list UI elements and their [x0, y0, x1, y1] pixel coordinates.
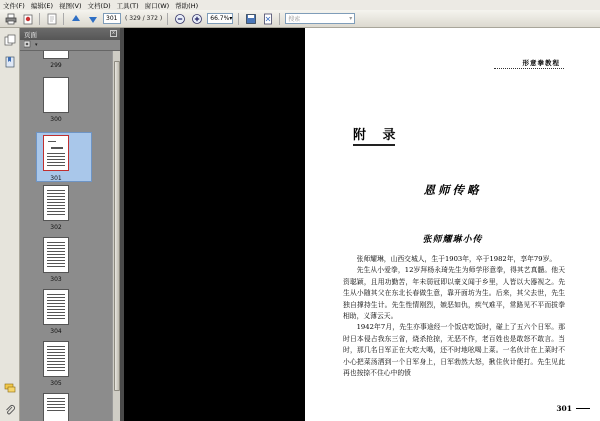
thumbnail-label: 300	[50, 116, 62, 123]
zoom-out-icon[interactable]	[173, 12, 186, 25]
footer-rule	[576, 408, 590, 409]
toolbar-separator	[63, 13, 64, 25]
select-page-icon[interactable]	[45, 12, 58, 25]
thumbnail-page[interactable]	[43, 51, 69, 59]
document-view[interactable]	[124, 28, 600, 421]
fit-page-icon[interactable]	[261, 12, 274, 25]
toolbar-separator	[238, 13, 239, 25]
menu-tools[interactable]: 工具(T)	[116, 1, 139, 10]
page-body	[343, 254, 565, 379]
menu-help[interactable]: 帮助(H)	[175, 1, 199, 10]
thumbnail-label: 302	[50, 224, 62, 231]
toolbar-separator	[39, 13, 40, 25]
close-icon[interactable]: x	[110, 30, 117, 37]
appendix-heading: 附 录	[353, 128, 402, 143]
options-icon[interactable]	[24, 40, 33, 50]
chapter-title: 恩师传略	[423, 183, 482, 197]
appendix-rule	[353, 144, 395, 146]
save-icon[interactable]	[244, 12, 257, 25]
print-icon[interactable]	[4, 12, 17, 25]
menu-view[interactable]: 视图(V)	[59, 1, 82, 10]
chevron-down-icon[interactable]: ▾	[349, 15, 353, 22]
page-footer	[556, 404, 590, 413]
previous-page-icon[interactable]	[69, 12, 82, 25]
panel-options	[20, 40, 120, 51]
thumbnail-label: 299	[50, 62, 62, 69]
toolbar	[0, 10, 600, 28]
thumbnail-label: 303	[50, 276, 62, 283]
zoom-select[interactable]	[207, 13, 233, 24]
navigation-strip	[0, 28, 20, 421]
menu-file[interactable]: 文件(F)	[3, 1, 25, 10]
thumbnail-page[interactable]	[43, 341, 69, 377]
zoom-in-icon[interactable]	[190, 12, 203, 25]
thumbnail-page[interactable]	[43, 135, 69, 171]
find-placeholder: 搜索	[288, 16, 301, 23]
page-number: 301	[556, 404, 572, 413]
paragraph: 先生从小爱拳，12岁拜杨永琦先生为师学形意拳，得其艺真髓。他天资聪颖，且用功勤苦，年未弱冠即以豪义闻于乡里，人皆以大器视之。先生从小随其父在东北长春做生意，靠开面坊为生。后来，其父去世，先生独自撑持生计。先生性情刚烈，嫉恶如仇，疾气难平，常路见不平而拔拳相助，义薄云天。	[343, 266, 565, 321]
bookmarks-panel-icon[interactable]	[4, 56, 16, 68]
menu-edit[interactable]: 编辑(E)	[30, 1, 53, 10]
running-head-rule	[494, 68, 564, 70]
thumbnail-page[interactable]	[43, 237, 69, 273]
menu-window[interactable]: 窗口(W)	[144, 1, 170, 10]
chevron-down-icon: ▾	[229, 15, 233, 22]
paragraph: 张师耀琳，山西交城人，生于1903年，卒于1982年，享年79岁。	[356, 255, 557, 263]
email-icon[interactable]	[21, 12, 34, 25]
thumbnail-page[interactable]	[43, 393, 69, 421]
thumbnail-label: 305	[50, 380, 62, 387]
chevron-down-icon[interactable]: ▾	[35, 42, 38, 48]
menu-bar	[0, 0, 600, 10]
thumbnail-page[interactable]	[43, 289, 69, 325]
toolbar-separator	[279, 13, 280, 25]
panel-title: 页面	[24, 30, 37, 39]
page-count: ( 329 / 372 )	[125, 15, 163, 22]
thumbnail-page[interactable]	[43, 77, 69, 113]
thumbnail-scrollbar[interactable]	[112, 51, 120, 421]
running-head: 形意拳教程	[522, 59, 560, 67]
paragraph: 1942年7月，先生亦事途经一个饭店吃饭时，碰上了五六个日军。那时日本侵占我东三省，烧杀抢掠，无恶不作，老百姓也是敢怒不敢言。当时，那几名日军正在大吃大喝，还不时地吆喝上菜。一名伙计在上菜时不小心把菜汤洒到一个日军身上，日军勃然大怒，揪住伙计便打。先生见此再也按捺不住心中的愤	[343, 323, 565, 378]
thumbnail-list[interactable]	[20, 51, 112, 421]
page-number-input[interactable]: 301	[103, 13, 121, 24]
menu-document[interactable]: 文档(D)	[87, 1, 111, 10]
pages-panel	[20, 28, 120, 421]
attachment-icon[interactable]	[4, 404, 16, 416]
section-title: 张师耀琳小传	[422, 235, 483, 245]
thumbnail-label: 304	[50, 328, 62, 335]
toolbar-separator	[167, 13, 168, 25]
thumbnail-label: 301	[50, 175, 62, 182]
comments-icon[interactable]	[4, 382, 16, 394]
thumbnail-page[interactable]	[43, 185, 69, 221]
next-page-icon[interactable]	[86, 12, 99, 25]
document-page	[305, 28, 600, 421]
find-input[interactable]	[285, 13, 355, 24]
zoom-value: 66.7%	[210, 15, 230, 22]
pages-panel-icon[interactable]	[4, 34, 16, 46]
panel-header	[20, 28, 120, 40]
